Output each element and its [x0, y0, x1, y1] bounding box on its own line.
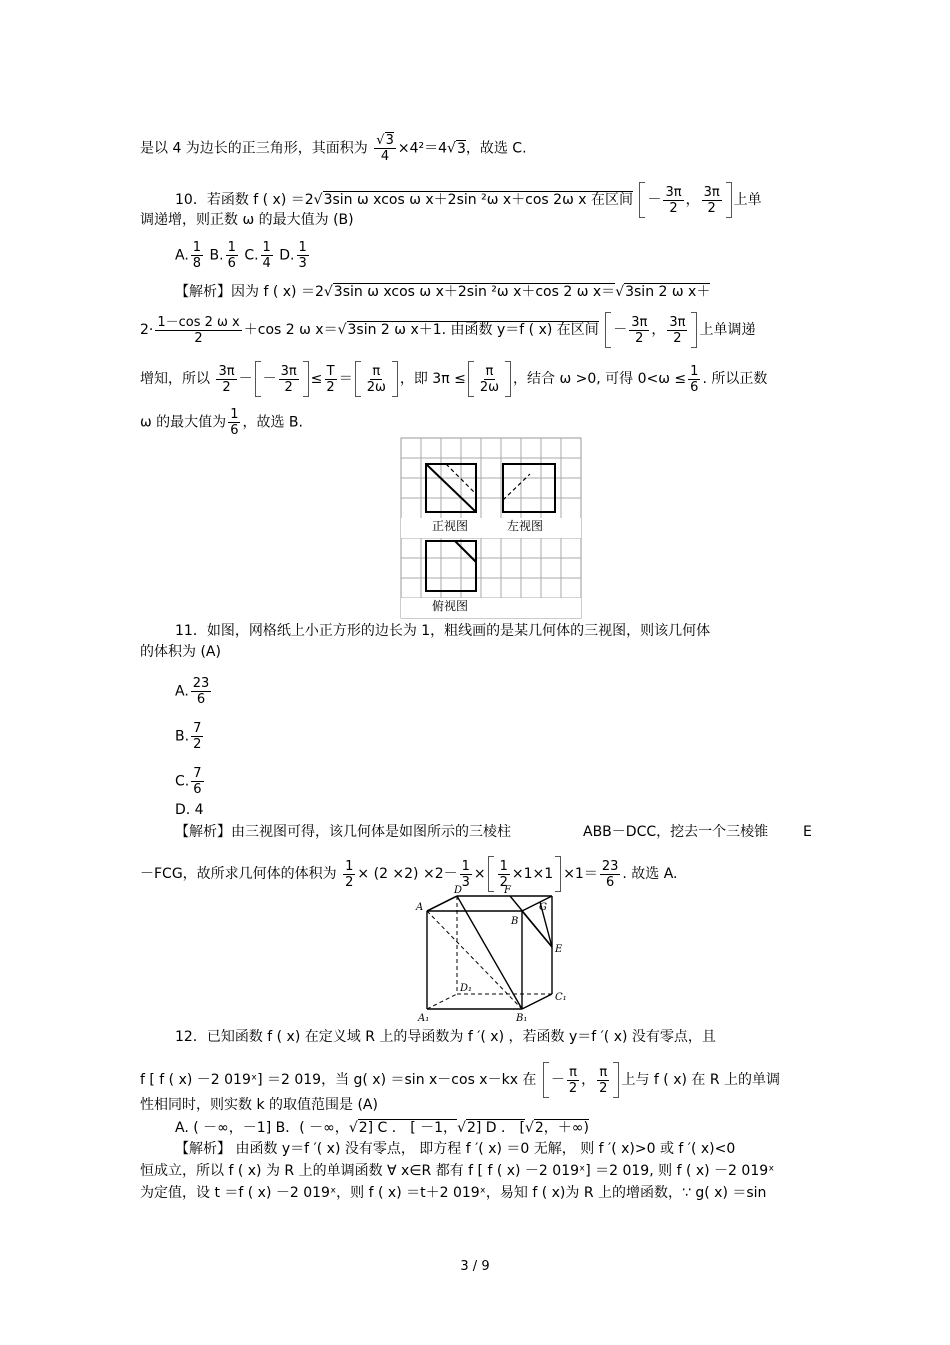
label-D1: D₁: [460, 983, 473, 994]
text-line: 的体积为 (A): [140, 644, 221, 660]
text-line: f [ f ( x) －2 019ˣ] ＝2 019，当 g( x) ＝sin x－cos x－kx 在 － $\frac{\pi}{2}$ ， $\frac{\pi}{2}$ 上与 f ( x) 在 R 上的单调: [140, 1062, 780, 1098]
fraction: $\frac{√3}{4}$: [376, 133, 394, 164]
label-A: A: [416, 902, 424, 913]
text: 是以 4 为边长的正三角形，其面积为: [140, 140, 368, 157]
text-line: 为定值，设 t ＝f ( x) －2 019ˣ，则 f ( x) ＝t＋2 019ˣ，易知 f ( x)为 R 上的增函数，∵ g( x) ＝sin: [140, 1185, 767, 1201]
text-line: 调递增，则正数 ω 的最大值为 (B): [140, 212, 354, 228]
text-line: ω 的最大值为 $\frac{1}{6}$ ，故选 B.: [140, 407, 303, 438]
label-F: F: [504, 885, 511, 896]
question-12-line: 12．已知函数 f ( x) 在定义域 R 上的导函数为 f ′( x) ，若函数 y＝f ′( x) 没有零点，且: [175, 1029, 716, 1045]
option-b: B. $\frac{7}{2}$: [175, 721, 202, 752]
question-11-line: 11．如图，网格纸上小正方形的边长为 1，粗线画的是某几何体的三视图，则该几何体: [175, 623, 711, 639]
label-C1: C₁: [555, 992, 567, 1003]
page-number: 3 / 9: [460, 1259, 490, 1274]
label-top-view: 俯视图: [432, 599, 469, 613]
prism-figure: [412, 884, 572, 1024]
option-a: A. $\frac{23}{6}$: [175, 676, 210, 707]
label-A1: A₁: [418, 1013, 430, 1024]
text: ×4²＝4: [397, 140, 448, 157]
label-front-view: 正视图: [432, 519, 469, 533]
text: ，故选 C.: [465, 140, 527, 157]
solution-12-line: 【解析】 由函数 y＝f ′( x) 没有零点， 即方程 f ′( x) ＝0 无解， 则 f ′( x)>0 或 f ′( x)<0: [175, 1141, 736, 1157]
options-line: A. ( －∞，－1] B．( －∞，√2] C ． [ －1，√2] D ． [√2，＋∞): [175, 1120, 589, 1136]
option-d: D. 4: [175, 802, 204, 818]
three-view-figure: [400, 437, 582, 619]
text-line: 2· $\frac{\text{1－cos 2 ω x}}{2}$ ＋cos 2 ω x＝√3sin 2 ω x＋1. 由函数 y＝f ( x) 在区间 － $\frac{3\pi}{2}$ ， $\frac{3\pi}{2}$ 上单调递: [140, 312, 755, 348]
label-G: G: [539, 902, 547, 913]
option-c: C. $\frac{7}{6}$: [175, 766, 202, 797]
text-line: 性相同时，则实数 k 的取值范围是 (A): [140, 1097, 378, 1113]
question-10-line: 10．若函数 f ( x) ＝2√3sin ω xcos ω x＋2sin ²ω x＋cos 2ω x 在区间 － $\frac{3\pi}{2}$ ， $\frac{3\pi}{2}$ 上单: [175, 182, 762, 218]
text-line: 恒成立，所以 f ( x) 为 R 上的单调函数 ∀ x∈R 都有 f [ f ( x) －2 019ˣ] ＝2 019, 则 f ( x) －2 019ˣ: [140, 1163, 775, 1179]
text-line: 增知，所以 $\frac{3\pi}{2}$ － － $\frac{3\pi}{2}$ ≤ $\frac{T}{2}$ ＝ $\frac{\pi}{2\omega}$ ，即 3π ≤ $\frac{\pi}{2\omega}$ ，结合 ω >0, 可得 0<ω ≤ $\frac{1}{6}$ . 所以正数: [140, 361, 767, 397]
label-E: E: [555, 944, 563, 955]
text: ABB－DCC，挖去一个三棱锥: [583, 824, 769, 840]
text-line: －FCG，故所求几何体的体积为 $\frac{1}{2}$ × (2 ×2) ×2－ $\frac{1}{3}$ × $\frac{1}{2}$ ×1×1 ×1＝ $\frac{23}{6}$ . 故选 A.: [140, 856, 678, 892]
label-B1: B₁: [516, 1013, 528, 1024]
text-line: 是以 4 为边长的正三角形，其面积为 $\frac{√3}{4}$ ×4²＝4√3，故选 C.: [140, 133, 527, 164]
solution-10-line: 【解析】因为 f ( x) ＝2√3sin ω xcos ω x＋2sin ²ω x＋cos 2 ω x＝√3sin 2 ω x＋: [175, 284, 711, 300]
solution-11-line: 【解析】由三视图可得，该几何体是如图所示的三棱柱: [175, 824, 511, 840]
text: E: [803, 824, 812, 840]
label-D: D: [454, 885, 463, 896]
options-line: A. $\frac{1}{8}$ B. $\frac{1}{6}$ C. $\frac{1}{4}$ D. $\frac{1}{3}$: [175, 240, 307, 271]
label-B: B: [511, 916, 519, 927]
label-left-view: 左视图: [507, 519, 544, 533]
